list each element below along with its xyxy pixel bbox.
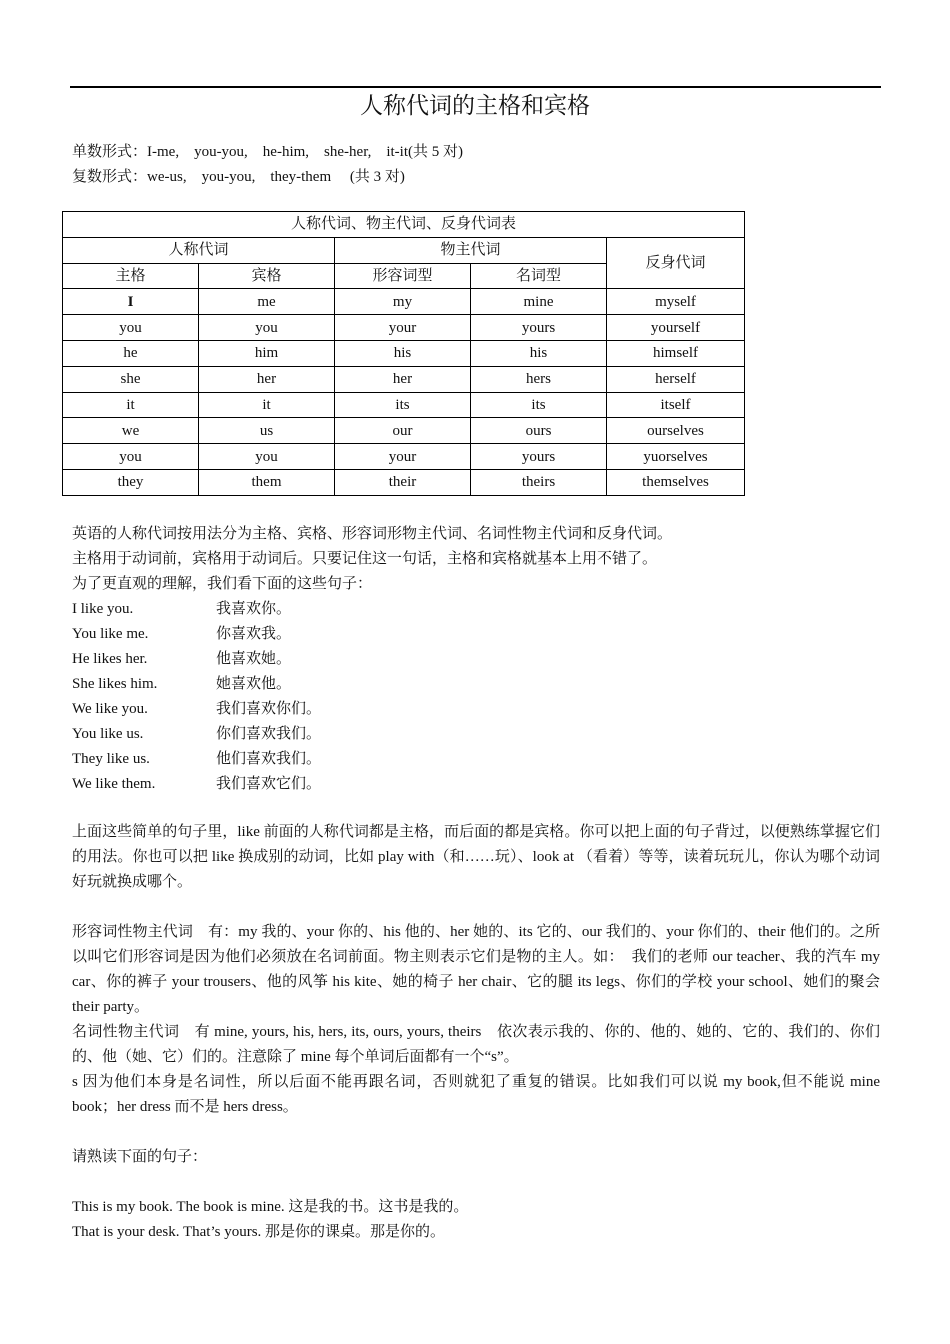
- table-row: [63, 469, 745, 495]
- example-english: They like us.: [72, 751, 150, 767]
- top-rule: [70, 86, 881, 88]
- table-cell: it: [199, 392, 335, 418]
- table-cell: he: [63, 340, 199, 366]
- example-sentence: [72, 774, 321, 794]
- table-row: [63, 418, 745, 444]
- header-adjective-form: 形容词型: [335, 263, 471, 289]
- intro-line: 主格用于动词前，宾格用于动词后。只要记住这一句话，主格和宾格就基本上用不错了。: [72, 551, 658, 567]
- example-chinese: 你们喜欢我们。: [216, 726, 322, 742]
- page-title: 人称代词的主格和宾格: [360, 93, 590, 118]
- example-english: I like you.: [72, 601, 134, 617]
- table-cell: they: [63, 469, 199, 495]
- final-sentence: This is my book. The book is mine. 这是我的书。这书是我的。: [72, 1199, 469, 1215]
- final-sentence: That is your desk. That’s yours. 那是你的课桌。那是你的。: [72, 1224, 446, 1240]
- example-english: We like them.: [72, 776, 156, 792]
- header-object-case: 宾格: [199, 263, 335, 289]
- example-sentence: [72, 624, 291, 644]
- example-english: She likes him.: [72, 676, 158, 692]
- table-cell: you: [63, 444, 199, 470]
- table-cell: it: [63, 392, 199, 418]
- singular-forms-line: 单数形式：I-me, you-you, he-him, she-her, it-it(共 5 对): [72, 144, 463, 160]
- header-personal-pronoun: 人称代词: [63, 237, 335, 263]
- table-cell: their: [335, 469, 471, 495]
- table-cell: my: [335, 289, 471, 315]
- example-english: He likes her.: [72, 651, 148, 667]
- table-cell: your: [335, 315, 471, 341]
- table-cell: ourselves: [607, 418, 745, 444]
- table-cell: myself: [607, 289, 745, 315]
- example-english: You like us.: [72, 726, 144, 742]
- paragraph-text: 名词性物主代词 有 mine, yours, his, hers, its, ours, yours, theirs 依次表示我的、你的、他的、她的、它的、我们的、你们的、他（她、它）们的。注意除了 mine 每个单词后面都有一个“s”。: [72, 1024, 880, 1065]
- table-cell: she: [63, 366, 199, 392]
- table-cell: her: [335, 366, 471, 392]
- example-sentence: [72, 599, 291, 619]
- example-chinese: 他喜欢她。: [216, 651, 292, 667]
- example-sentence: [72, 649, 291, 669]
- example-sentence: [72, 699, 321, 719]
- table-cell: your: [335, 444, 471, 470]
- table-cell: herself: [607, 366, 745, 392]
- table-cell: you: [199, 444, 335, 470]
- table-cell: you: [199, 315, 335, 341]
- paragraph-text: 形容词性物主代词 有：my 我的、your 你的、his 他的、her 她的、its 它的、our 我们的、your 你们的、their 他们的。之所以叫它们形容词是因为他们必须放在名词前面。物主则表示它们是物的主人。如： 我们的老师 our teacher、我的汽车 my car、你的裤子 your trousers、他的风筝 his kite、她的椅子 her chair、它的腿 its legs、你们的学校 your school、她们的聚会 their party。: [72, 924, 880, 1015]
- table-cell: me: [199, 289, 335, 315]
- table-cell: them: [199, 469, 335, 495]
- table-cell: our: [335, 418, 471, 444]
- table-cell: theirs: [471, 469, 607, 495]
- example-english: We like you.: [72, 701, 148, 717]
- table-cell: themselves: [607, 469, 745, 495]
- table-cell: ours: [471, 418, 607, 444]
- table-cell: yours: [471, 444, 607, 470]
- table-cell: his: [471, 340, 607, 366]
- intro-line: 英语的人称代词按用法分为主格、宾格、形容词形物主代词、名词性物主代词和反身代词。: [72, 526, 673, 542]
- example-chinese: 我们喜欢它们。: [216, 776, 322, 792]
- table-cell: I: [63, 289, 199, 315]
- example-chinese: 我们喜欢你们。: [216, 701, 322, 717]
- table-cell: himself: [607, 340, 745, 366]
- paragraph-text: 上面这些简单的句子里，like 前面的人称代词都是主格，而后面的都是宾格。你可以把上面的句子背过，以便熟练掌握它们的用法。你也可以把 like 换成别的动词，比如 play with（和……玩）、look at （看着）等等，读着玩玩儿，你认为哪个动词好玩就换成哪个。: [72, 824, 880, 890]
- table-cell: its: [471, 392, 607, 418]
- table-cell: yours: [471, 315, 607, 341]
- table-cell: him: [199, 340, 335, 366]
- table-row: [63, 392, 745, 418]
- table-cell: you: [63, 315, 199, 341]
- header-possessive-pronoun: 物主代词: [335, 237, 607, 263]
- table-caption: 人称代词、物主代词、反身代词表: [63, 212, 745, 238]
- header-subject-case: 主格: [63, 263, 199, 289]
- table-cell: hers: [471, 366, 607, 392]
- table-cell: her: [199, 366, 335, 392]
- example-english: You like me.: [72, 626, 149, 642]
- table-cell: its: [335, 392, 471, 418]
- read-prompt: 请熟读下面的句子：: [72, 1149, 208, 1165]
- example-sentence: [72, 674, 291, 694]
- header-reflexive-pronoun: 反身代词: [607, 237, 745, 289]
- plural-forms-line: 复数形式：we-us, you-you, they-them (共 3 对): [72, 169, 405, 185]
- table-row: [63, 315, 745, 341]
- table-cell: yuorselves: [607, 444, 745, 470]
- table-row: [63, 444, 745, 470]
- header-noun-form: 名词型: [471, 263, 607, 289]
- table-cell: we: [63, 418, 199, 444]
- table-cell: his: [335, 340, 471, 366]
- table-cell: yourself: [607, 315, 745, 341]
- example-chinese: 她喜欢他。: [216, 676, 292, 692]
- table-cell: itself: [607, 392, 745, 418]
- table-row: [63, 289, 745, 315]
- table-row: [63, 366, 745, 392]
- table-row: [63, 340, 745, 366]
- pronoun-table: [62, 211, 745, 496]
- intro-line: 为了更直观的理解，我们看下面的这些句子：: [72, 576, 373, 592]
- example-chinese: 他们喜欢我们。: [216, 751, 322, 767]
- paragraph-adjective-possessive: [72, 920, 880, 1120]
- table-cell: mine: [471, 289, 607, 315]
- paragraph-like-explanation: [72, 820, 880, 895]
- paragraph-text: s 因为他们本身是名词性，所以后面不能再跟名词，否则就犯了重复的错误。比如我们可以说 my book,但不能说 mine book；her dress 而不是 hers dress。: [72, 1074, 880, 1115]
- example-sentence: [72, 749, 321, 769]
- example-chinese: 你喜欢我。: [216, 626, 292, 642]
- example-chinese: 我喜欢你。: [216, 601, 292, 617]
- example-sentence: [72, 724, 321, 744]
- table-cell: us: [199, 418, 335, 444]
